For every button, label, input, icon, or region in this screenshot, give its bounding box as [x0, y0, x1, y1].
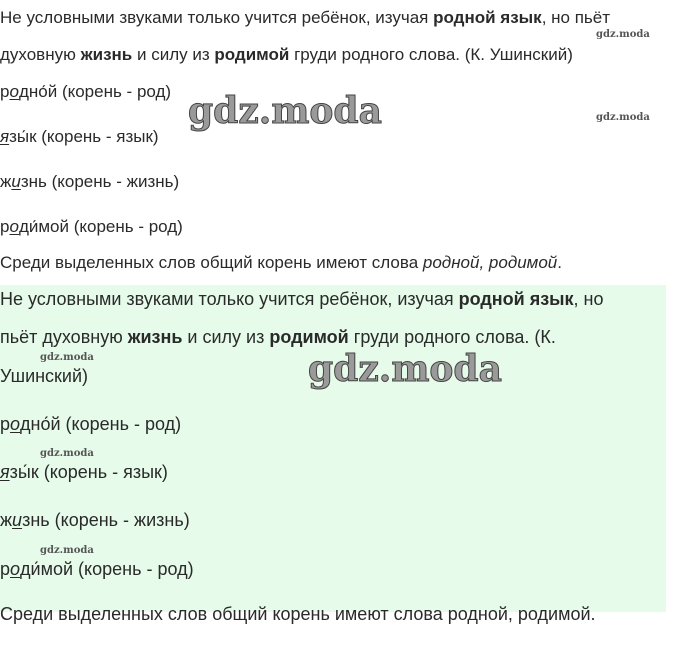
watermark-small: gdz.moda — [40, 545, 94, 556]
quote-text: , но — [573, 289, 604, 309]
word-analysis — [0, 510, 190, 531]
bold-word: жизнь — [127, 327, 183, 347]
watermark-small: gdz.moda — [596, 29, 650, 40]
word-part: мой (корень - род) — [40, 559, 194, 579]
word-analysis — [0, 127, 159, 147]
vowel-mark: и — [12, 510, 23, 530]
stressed-vowel: о́ — [38, 82, 48, 101]
stressed-vowel: и́ — [28, 217, 39, 236]
quote-text: Не условными звуками только учится ребёнок, изучая — [0, 8, 434, 27]
word-analysis — [0, 217, 183, 237]
quote-text: груди родного слова. (К. Ушинский) — [289, 45, 573, 64]
conclusion-text: Среди выделенных слов общий корень имеют слова — [0, 253, 423, 272]
quote-text: Ушинский) — [0, 366, 89, 386]
conclusion-text: Среди выделенных слов общий корень имеют слова родной, родимой. — [0, 604, 596, 624]
watermark-small: gdz.moda — [596, 112, 650, 123]
vowel-mark: я — [0, 127, 10, 146]
quote-line-1 — [0, 289, 604, 310]
word-part: к (корень - язык) — [29, 127, 159, 146]
stressed-vowel: о́ — [40, 414, 51, 434]
watermark-logo: gdz.moda — [308, 348, 502, 390]
word-part: з — [9, 127, 17, 146]
quote-text: духовную — [0, 45, 81, 64]
bold-word: родимой — [214, 45, 290, 64]
word-part: р — [0, 217, 10, 236]
conclusion-text: . — [557, 253, 562, 272]
bold-word: родимой — [269, 327, 349, 347]
bold-phrase: родной язык — [433, 8, 542, 27]
quote-text: Не условными звуками только учится ребёнок, изучая — [0, 289, 459, 309]
word-part: р — [0, 82, 10, 101]
quote-text: и силу из — [182, 327, 270, 347]
word-part: р — [0, 559, 11, 579]
word-part: ж — [0, 172, 12, 191]
word-part: д — [18, 217, 29, 236]
word-analysis — [0, 414, 181, 435]
word-part: р — [0, 414, 11, 434]
word-part: й (корень - род) — [47, 82, 172, 101]
watermark-logo: gdz.moda — [188, 90, 382, 132]
word-analysis — [0, 82, 171, 102]
quote-text: пьёт духовную — [0, 327, 128, 347]
quote-text: , но пьёт — [541, 8, 611, 27]
quote-text: груди родного слова. (К. — [348, 327, 556, 347]
word-analysis — [0, 172, 179, 192]
bold-word: жизнь — [80, 45, 133, 64]
conclusion — [0, 253, 562, 273]
answer-section-plain — [0, 0, 680, 285]
word-part: д — [20, 559, 31, 579]
vowel-mark: о — [10, 414, 21, 434]
conclusion-words: родной, родимой — [422, 253, 558, 272]
watermark-small: gdz.moda — [40, 448, 94, 459]
word-part: ж — [0, 510, 13, 530]
word-analysis — [0, 559, 194, 580]
quote-line-3 — [0, 366, 88, 387]
stressed-vowel: и́ — [30, 559, 41, 579]
stressed-vowel: ы́ — [17, 462, 31, 482]
word-part: дн — [18, 82, 39, 101]
quote-line-2 — [0, 327, 556, 348]
answer-section-highlighted — [0, 285, 666, 612]
word-part: дн — [20, 414, 41, 434]
vowel-mark: о — [9, 82, 19, 101]
word-part: знь (корень - жизнь) — [20, 172, 180, 191]
vowel-mark: я — [0, 462, 10, 482]
vowel-mark: и — [11, 172, 21, 191]
word-part: знь (корень - жизнь) — [22, 510, 190, 530]
word-part: й (корень - род) — [50, 414, 182, 434]
word-part: з — [9, 462, 18, 482]
word-analysis — [0, 462, 168, 483]
watermark-small: gdz.moda — [40, 352, 94, 363]
word-part: мой (корень - род) — [38, 217, 183, 236]
stressed-vowel: ы́ — [16, 127, 30, 146]
quote-text: и силу из — [132, 45, 215, 64]
word-part: к (корень - язык) — [30, 462, 168, 482]
quote-line-1 — [0, 8, 610, 28]
vowel-mark: о — [9, 217, 19, 236]
quote-line-2 — [0, 45, 573, 65]
vowel-mark: о — [10, 559, 21, 579]
conclusion-cutoff — [0, 604, 680, 624]
bold-phrase: родной язык — [458, 289, 574, 309]
